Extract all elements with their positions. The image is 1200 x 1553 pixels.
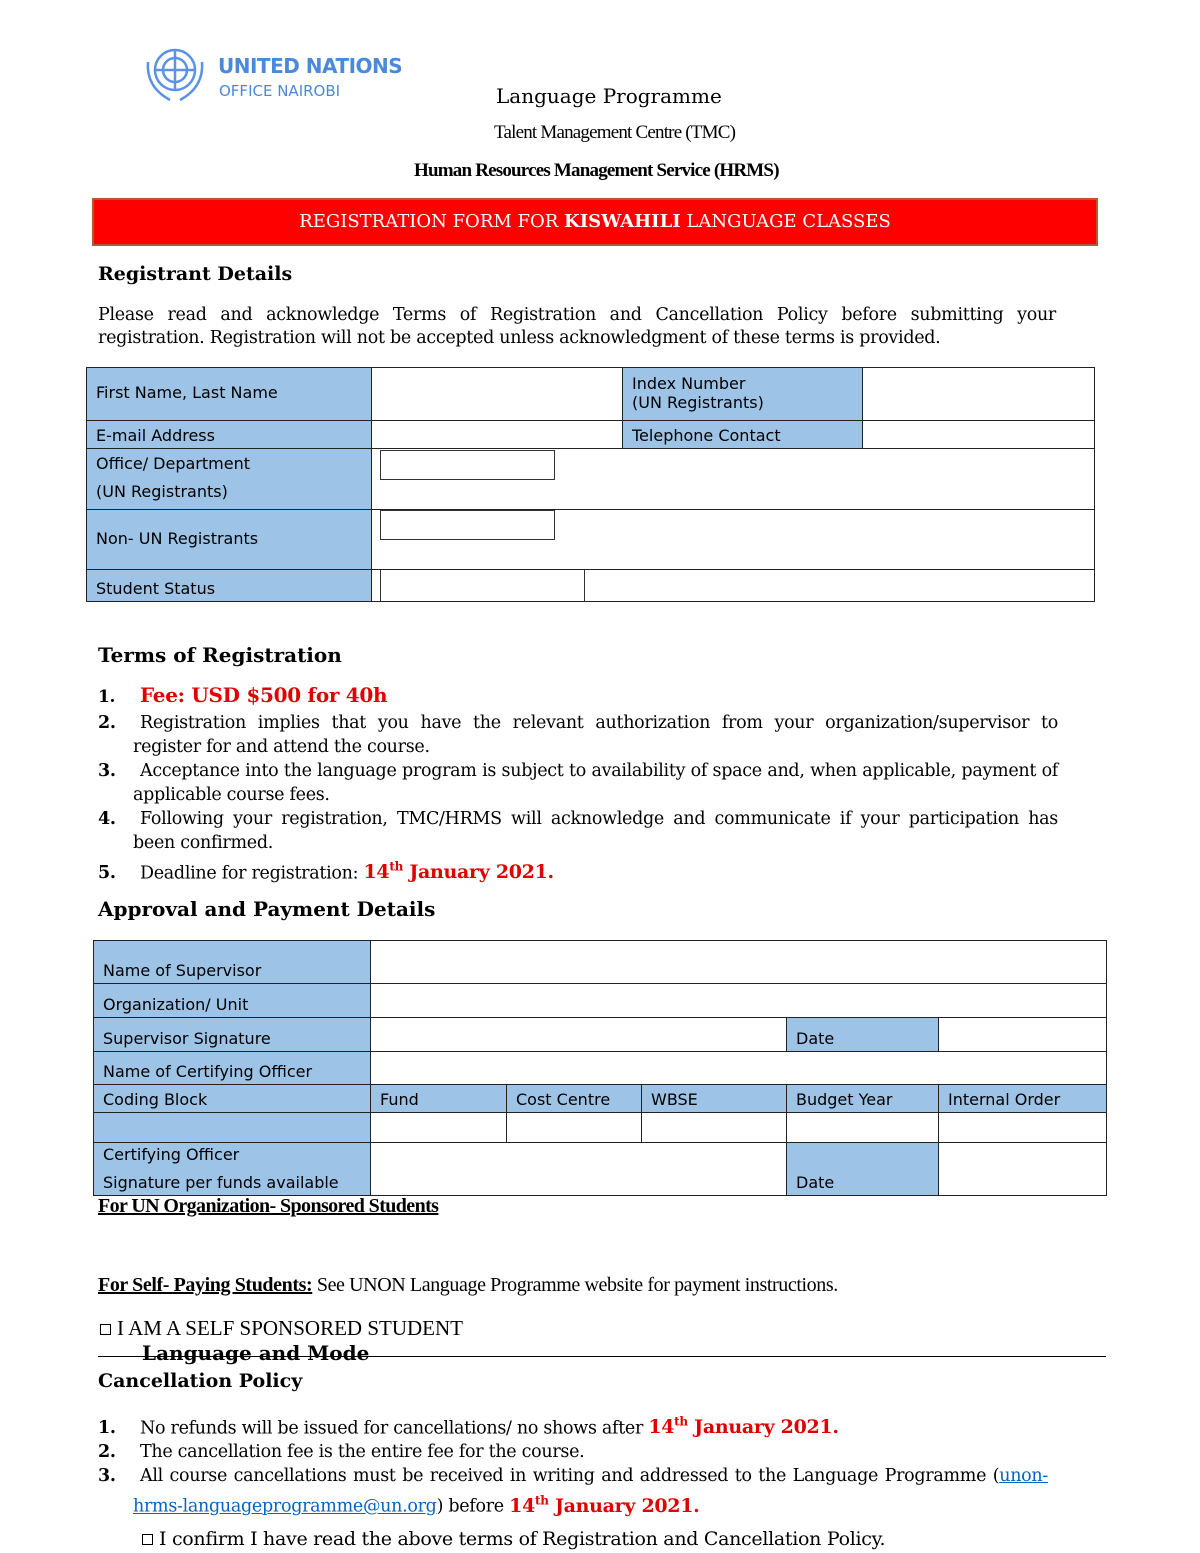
email-link[interactable]: unon-hrms-languageprogramme@un.org	[133, 1466, 1048, 1517]
date-label: Date	[786, 1017, 939, 1052]
self-paying-line	[98, 1274, 838, 1297]
email-field[interactable]	[371, 420, 623, 449]
supervisor-signature-field[interactable]	[370, 1017, 787, 1052]
coding-block-blank	[93, 1112, 371, 1143]
item-text-after: ) before	[436, 1496, 510, 1517]
form-title-banner	[92, 198, 1098, 246]
header-hrms: Human Resources Management Service (HRMS)	[414, 160, 779, 181]
checkbox-icon[interactable]	[142, 1534, 153, 1545]
non-un-dropdown[interactable]	[380, 510, 555, 540]
office-label-line2: (UN Registrants)	[96, 482, 228, 502]
org-field[interactable]	[370, 983, 1107, 1018]
cancel-date: January 2021.	[548, 1494, 700, 1517]
office-label	[86, 448, 372, 510]
banner-text: REGISTRATION FORM FOR	[299, 211, 565, 232]
index-label-line1: Index Number	[632, 373, 746, 393]
un-logo	[140, 42, 403, 108]
deadline-date: January 2021.	[403, 861, 554, 884]
certifying-date-field[interactable]	[938, 1142, 1107, 1196]
item-text: No refunds will be issued for cancellations/ no shows after	[140, 1418, 649, 1439]
deadline-day: 14	[363, 861, 390, 884]
cancellation-list	[98, 1410, 1048, 1519]
self-paying-label: For Self- Paying Students:	[98, 1274, 313, 1296]
logo-line1: UNITED NATIONS	[218, 54, 403, 78]
terms-item-1	[98, 683, 1058, 709]
item-text: Deadline for registration:	[140, 863, 364, 884]
first-name-label: First Name, Last Name	[86, 367, 372, 421]
checkbox-icon[interactable]	[100, 1324, 111, 1335]
certifying-signature-field[interactable]	[370, 1142, 787, 1196]
date-label-2: Date	[786, 1142, 939, 1196]
item-number: 3.	[98, 1466, 116, 1487]
fund-field[interactable]	[370, 1112, 507, 1143]
item-number: 1.	[98, 1418, 116, 1439]
wbse-field[interactable]	[641, 1112, 787, 1143]
terms-item-5	[98, 855, 1058, 885]
cancel-sup: th	[534, 1493, 549, 1508]
telephone-field[interactable]	[862, 420, 1095, 449]
index-number-label	[622, 367, 863, 421]
supervisor-field[interactable]	[370, 940, 1107, 984]
item-text: Following your registration, TMC/HRMS will acknowledge and communicate if your participation has been confirmed.	[133, 809, 1058, 853]
item-text: Registration implies that you have the relevant authorization from your organization/supervisor to register for and attend the course.	[133, 713, 1058, 757]
deadline-sup: th	[389, 860, 403, 874]
item-text: Acceptance into the language program is subject to availability of space and, when applicable, payment of applicable course fees.	[133, 761, 1058, 805]
item-number: 2.	[98, 713, 116, 733]
item-number: 1.	[98, 687, 116, 707]
language-mode-heading: Language and Mode	[142, 1341, 370, 1365]
approval-heading: Approval and Payment Details	[98, 897, 436, 921]
coding-block-label: Coding Block	[93, 1084, 371, 1113]
terms-item-2	[98, 711, 1058, 759]
email-label: E-mail Address	[86, 420, 372, 449]
item-number: 2.	[98, 1442, 116, 1463]
fund-label: Fund	[370, 1084, 507, 1113]
telephone-label: Telephone Contact	[622, 420, 863, 449]
supervisor-signature-label: Supervisor Signature	[93, 1017, 371, 1052]
self-sponsored-checkbox[interactable]	[100, 1316, 463, 1341]
terms-item-3	[98, 759, 1058, 807]
terms-list	[98, 683, 1058, 885]
first-name-field[interactable]	[371, 367, 623, 421]
student-status-label: Student Status	[86, 569, 372, 602]
internal-order-label: Internal Order	[938, 1084, 1107, 1113]
supervisor-date-field[interactable]	[938, 1017, 1107, 1052]
internal-order-field[interactable]	[938, 1112, 1107, 1143]
self-paying-text: See UNON Language Programme website for payment instructions.	[312, 1274, 838, 1296]
cancellation-heading: Cancellation Policy	[98, 1370, 303, 1392]
header-tmc: Talent Management Centre (TMC)	[494, 122, 736, 143]
terms-heading: Terms of Registration	[98, 643, 342, 667]
cert-sig-line2: Signature per funds available	[103, 1173, 339, 1192]
cert-sig-line1: Certifying Officer	[103, 1145, 240, 1164]
index-number-field[interactable]	[862, 367, 1095, 421]
item-text: All course cancellations must be received in writing and addressed to the Language Programme (	[140, 1466, 1000, 1487]
confirm-label: I confirm I have read the above terms of Registration and Cancellation Policy.	[159, 1528, 886, 1550]
budget-year-field[interactable]	[786, 1112, 939, 1143]
non-un-label: Non- UN Registrants	[86, 509, 372, 570]
cost-centre-field[interactable]	[506, 1112, 642, 1143]
certifying-officer-label: Name of Certifying Officer	[93, 1051, 371, 1085]
cancel-sup: th	[674, 1415, 688, 1429]
cancel-item-1	[98, 1410, 1048, 1440]
supervisor-label: Name of Supervisor	[93, 940, 371, 984]
office-dropdown[interactable]	[380, 450, 555, 480]
terms-item-4	[98, 807, 1058, 855]
item-text: The cancellation fee is the entire fee for the course.	[140, 1442, 585, 1463]
banner-text-end: LANGUAGE CLASSES	[680, 211, 891, 232]
cost-centre-label: Cost Centre	[506, 1084, 642, 1113]
sponsored-heading: For UN Organization- Sponsored Students	[98, 1195, 439, 1217]
cancel-item-2	[98, 1440, 1048, 1464]
certifying-officer-field[interactable]	[370, 1051, 1107, 1085]
cancel-day: 14	[648, 1416, 675, 1439]
un-emblem-icon	[140, 42, 210, 104]
item-number: 5.	[98, 863, 116, 884]
confirm-checkbox[interactable]	[142, 1528, 885, 1550]
fee-text: Fee: USD $500 for 40h	[140, 683, 388, 707]
org-label: Organization/ Unit	[93, 983, 371, 1018]
budget-year-label: Budget Year	[786, 1084, 939, 1113]
certifying-signature-label	[93, 1142, 371, 1196]
self-sponsored-label: I AM A SELF SPONSORED STUDENT	[117, 1316, 463, 1340]
item-number: 3.	[98, 761, 116, 781]
header-title: Language Programme	[496, 84, 722, 108]
wbse-label: WBSE	[641, 1084, 787, 1113]
cancel-item-3	[98, 1464, 1048, 1518]
registrant-intro: Please read and acknowledge Terms of Registration and Cancellation Policy before submitting your registration. Registration will not be accepted unless acknowledgment of these terms is provided.	[98, 305, 1056, 348]
logo-line2: OFFICE NAIROBI	[219, 82, 341, 100]
banner-language: KISWAHILI	[564, 211, 681, 232]
student-status-dropdown[interactable]	[380, 570, 585, 601]
index-label-line2: (UN Registrants)	[632, 392, 764, 412]
registrant-heading: Registrant Details	[98, 263, 293, 285]
cancel-date: January 2021.	[687, 1416, 839, 1439]
item-number: 4.	[98, 809, 116, 829]
cancel-day: 14	[509, 1494, 535, 1517]
office-label-line1: Office/ Department	[96, 453, 250, 473]
